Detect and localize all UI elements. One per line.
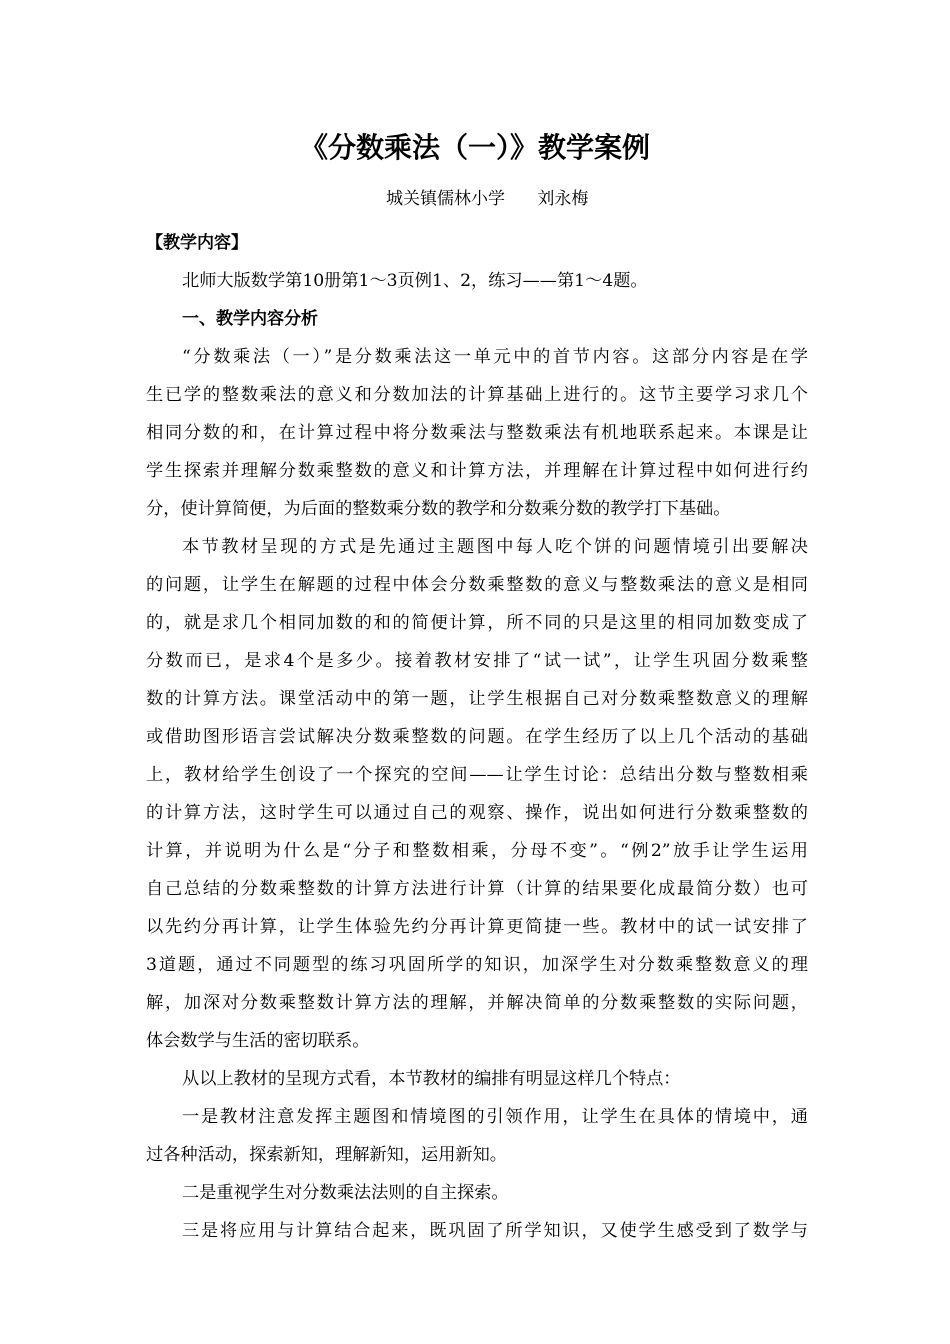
paragraph-line: 分，使计算简便，为后面的整数乘分数的教学和分数乘分数的教学打下基础。	[146, 499, 731, 519]
paragraph-line: 的，就是求几个相同加数的和的简便计算，所不同的只是这里的相同加数变成了	[146, 613, 808, 633]
document-body	[146, 224, 808, 1250]
paragraph-line: 解，加深对分数乘整数计算方法的理解，并解决简单的分数乘整数的实际问题，	[146, 993, 808, 1013]
paragraph-line: 本节教材呈现的方式是先通过主题图中每人吃个饼的问题情境引出要解决	[182, 537, 808, 557]
paragraph-line: 学生探索并理解分数乘整数的意义和计算方法，并理解在计算过程中如何进行约	[146, 461, 808, 481]
paragraph-line: 三是将应用与计算结合起来，既巩固了所学知识，又使学生感受到了数学与	[182, 1221, 808, 1241]
paragraph-line: 或借助图形语言尝试解决分数乘整数的问题。在学生经历了以上几个活动的基础	[146, 727, 808, 747]
content-line: 北师大版数学第10册第1～3页例1、2，练习——第1～4题。	[182, 271, 648, 291]
section-heading: 【教学内容】	[146, 233, 248, 253]
author-line: 城关镇儒林小学 刘永梅	[386, 189, 589, 209]
paragraph-line: 二是重视学生对分数乘法法则的自主探索。	[182, 1183, 509, 1203]
paragraph-line: 过各种活动，探索新知，理解新知，运用新知。	[146, 1145, 507, 1165]
paragraph-line: 的计算方法，这时学生可以通过自己的观察、操作，说出如何进行分数乘整数的	[146, 803, 808, 823]
sub-heading: 一、教学内容分析	[182, 309, 318, 329]
paragraph-line: 计算，并说明为什么是“分子和整数相乘，分母不变”。“例2”放手让学生运用	[146, 841, 808, 861]
paragraph-line: 以先约分再计算，让学生体验先约分再计算更简捷一些。教材中的试一试安排了	[146, 917, 808, 937]
paragraph-line: 数的计算方法。课堂活动中的第一题，让学生根据自己对分数乘整数意义的理解	[146, 689, 808, 709]
paragraph-line: 体会数学与生活的密切联系。	[146, 1031, 370, 1051]
paragraph-line: 自己总结的分数乘整数的计算方法进行计算（计算的结果要化成最简分数）也可	[146, 879, 808, 899]
paragraph-line: 一是教材注意发挥主题图和情境图的引领作用，让学生在具体的情境中，通	[182, 1107, 808, 1127]
paragraph-line: 的问题，让学生在解题的过程中体会分数乘整数的意义与整数乘法的意义是相同	[146, 575, 808, 595]
paragraph-line: 生已学的整数乘法的意义和分数加法的计算基础上进行的。这节主要学习求几个	[146, 385, 808, 405]
paragraph-line: 3道题，通过不同题型的练习巩固所学的知识，加深学生对分数乘整数意义的理	[146, 955, 808, 975]
paragraph-line: 从以上教材的呈现方式看，本节教材的编排有明显这样几个特点：	[182, 1069, 681, 1089]
paragraph-line: 上，教材给学生创设了一个探究的空间——让学生讨论：总结出分数与整数相乘	[146, 765, 808, 785]
paragraph-line: “分数乘法（一）”是分数乘法这一单元中的首节内容。这部分内容是在学	[182, 347, 808, 367]
paragraph-line: 相同分数的和，在计算过程中将分数乘法与整数乘法有机地联系起来。本课是让	[146, 423, 808, 443]
document-title: 《分数乘法（一）》教学案例	[299, 131, 650, 164]
paragraph-line: 分数而已，是求4个是多少。接着教材安排了“试一试”，让学生巩固分数乘整	[146, 651, 808, 671]
